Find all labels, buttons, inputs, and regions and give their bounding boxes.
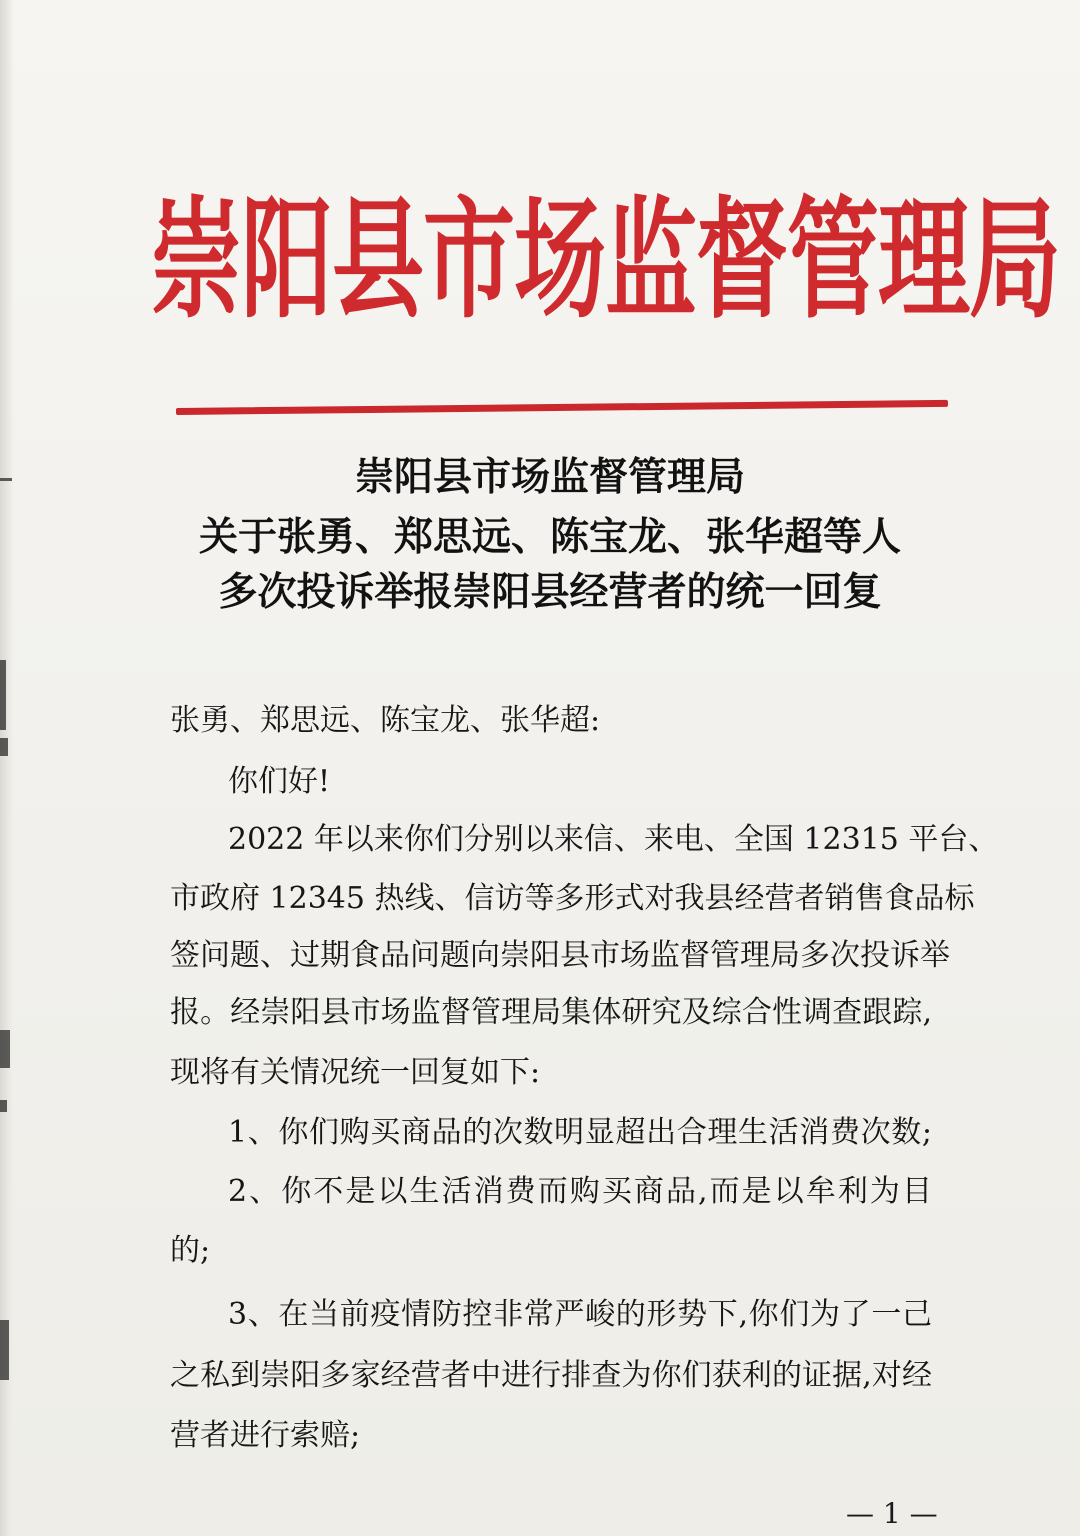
paragraph-1-line: 2022 年以来你们分别以来信、来电、全国 12315 平台、 — [228, 822, 999, 857]
salutation: 张勇、郑思远、陈宝龙、张华超: — [170, 703, 601, 738]
edge-mark — [0, 1320, 9, 1380]
document-title-line-1: 崇阳县市场监督管理局 — [354, 455, 745, 500]
edge-mark — [0, 1030, 10, 1068]
list-item-3-line: 营者进行索赔; — [170, 1418, 361, 1453]
list-item-2-line: 2、你不是以生活消费而购买商品,而是以牟利为目 — [228, 1174, 932, 1209]
paragraph-1-line: 签问题、过期食品问题向崇阳县市场监督管理局多次投诉举 — [170, 938, 950, 973]
edge-mark — [0, 1100, 7, 1112]
masthead-red-rule — [176, 400, 948, 415]
page-number: — 1 — — [846, 1497, 938, 1530]
page-edge-shadow — [0, 0, 14, 1536]
paragraph-1-line: 现将有关情况统一回复如下: — [170, 1055, 541, 1090]
document-title-line-2: 关于张勇、郑思远、陈宝龙、张华超等人 — [198, 515, 901, 560]
list-item-3-line: 3、在当前疫情防控非常严峻的形势下,你们为了一己 — [228, 1297, 932, 1332]
list-item-2-line: 的; — [170, 1233, 211, 1268]
edge-mark — [0, 660, 6, 730]
list-item-3-line: 之私到崇阳多家经营者中进行排查为你们获利的证据,对经 — [170, 1358, 932, 1393]
document-title-line-3: 多次投诉举报崇阳县经营者的统一回复 — [218, 570, 882, 615]
edge-mark — [0, 478, 12, 481]
list-item-1: 1、你们购买商品的次数明显超出合理生活消费次数; — [228, 1115, 932, 1150]
greeting: 你们好! — [228, 764, 331, 799]
agency-masthead: 崇阳县市场监督管理局 — [150, 184, 1061, 337]
edge-mark — [0, 738, 8, 756]
paragraph-1-line: 市政府 12345 热线、信访等多形式对我县经营者销售食品标 — [170, 881, 975, 916]
paragraph-1-line: 报。经崇阳县市场监督管理局集体研究及综合性调查跟踪, — [170, 995, 932, 1030]
